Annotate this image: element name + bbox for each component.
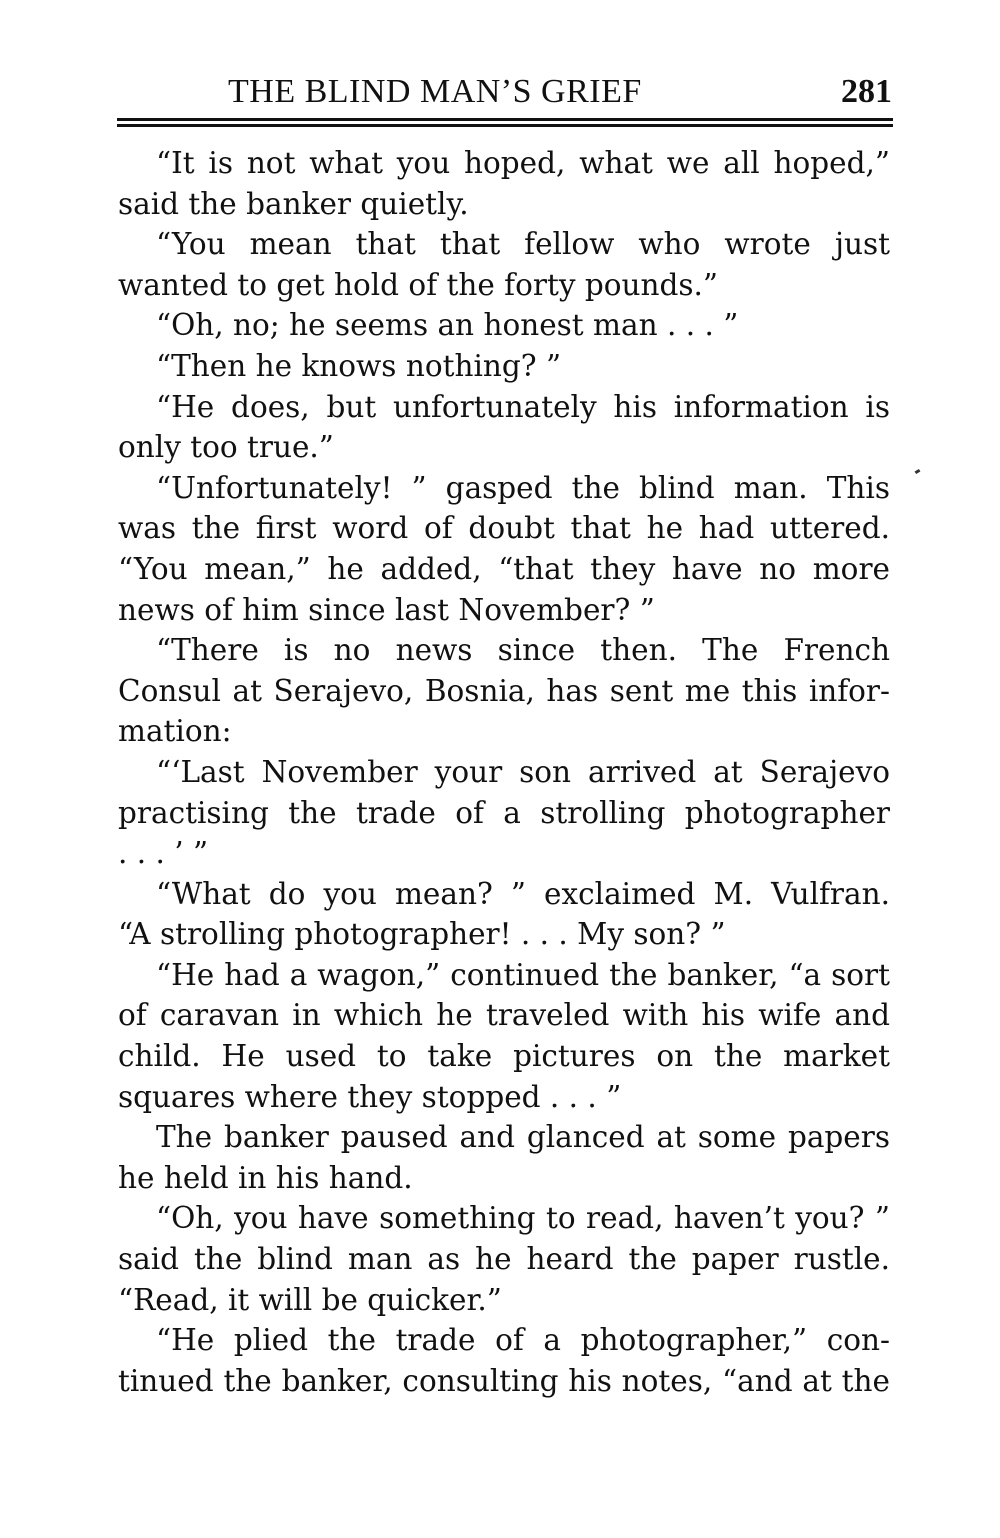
running-head (118, 70, 892, 114)
text-line: of caravan in which he traveled with his wife and (118, 998, 890, 1033)
print-speck (915, 469, 921, 474)
text-line: “Oh, you have something to read, haven’t you? ” (156, 1201, 890, 1236)
page-number: 281 (841, 73, 892, 110)
text-line: “It is not what you hoped, what we all hoped,” (156, 146, 890, 180)
text-line: “He had a wagon,” continued the banker, “a sort (156, 957, 890, 992)
text-line: wanted to get hold of the forty pounds.” (118, 267, 718, 302)
text-line: said the blind man as he heard the paper rustle. (118, 1242, 890, 1277)
text-line: “There is no news since then. The French (156, 633, 890, 668)
text-line: said the banker quietly. (118, 186, 469, 221)
text-line: he held in his hand. (118, 1160, 413, 1195)
text-line: only too true.” (118, 430, 334, 465)
text-line: tinued the banker, consulting his notes, “and at the (118, 1363, 890, 1398)
text-line: squares where they stopped . . . ” (118, 1079, 622, 1114)
text-line: Consul at Serajevo, Bosnia, has sent me this infor- (118, 673, 890, 708)
text-line: “Unfortunately! ” gasped the blind man. This (156, 470, 890, 505)
text-line: “‘Last November your son arrived at Serajevo (156, 754, 890, 789)
text-line: “You mean that that fellow who wrote just (156, 227, 890, 262)
text-line: “You mean,” he added, “that they have no more (118, 551, 890, 586)
text-line: “Read, it will be quicker.” (118, 1282, 502, 1317)
text-line: child. He used to take pictures on the market (118, 1039, 890, 1074)
running-title: THE BLIND MAN’S GRIEF (228, 73, 642, 110)
text-line: was the first word of doubt that he had uttered. (118, 511, 890, 546)
text-line: “Oh, no; he seems an honest man . . . ” (156, 308, 739, 343)
text-line: . . . ’ ” (118, 836, 209, 871)
text-line: practising the trade of a strolling photographer (118, 795, 890, 830)
text-line: The banker paused and glanced at some papers (156, 1120, 890, 1155)
text-line: “What do you mean? ” exclaimed M. Vulfran. (156, 876, 890, 911)
text-line: “He does, but unfortunately his information is (156, 389, 890, 424)
text-line: mation: (118, 714, 232, 749)
header-rule-double (117, 124, 893, 127)
text-line: “Then he knows nothing? ” (156, 348, 562, 383)
text-line: “He plied the trade of a photographer,” con- (156, 1323, 890, 1358)
body-text (118, 143, 890, 1401)
text-line: news of him since last November? ” (118, 592, 655, 627)
text-line: “A strolling photographer! . . . My son? ” (118, 917, 726, 952)
header-rule (117, 118, 893, 121)
